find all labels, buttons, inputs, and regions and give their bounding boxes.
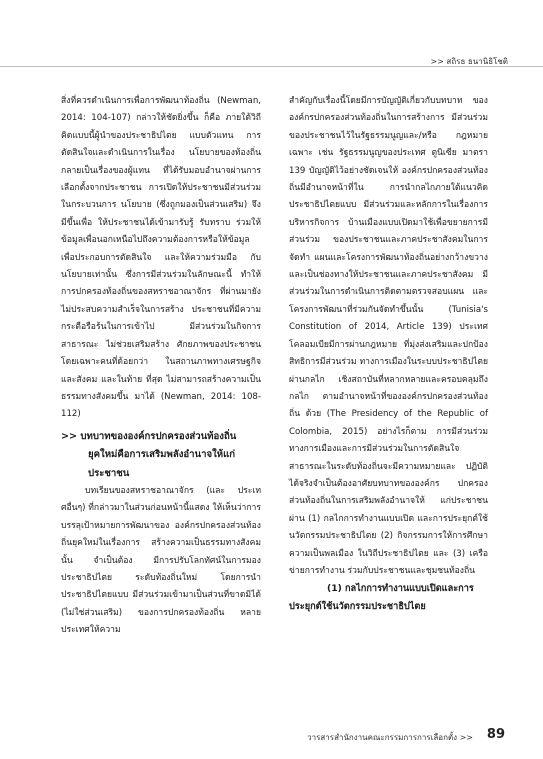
heading-line: ประชาชน — [88, 467, 130, 479]
text-line: ให้ประชาชนได้เข้ามารับรู้ รับทราบ ร่วมให้ — [98, 217, 261, 228]
text-line: ให้เห็นว่าการบรรลุเป้าหมายการพัฒนาของ — [61, 503, 261, 531]
paragraph-3 — [289, 93, 488, 580]
text-line: สำคัญกับเรื่องนี้โดยมีการบัญญัติเกี่ยวกับบทบาท — [289, 96, 463, 106]
text-line: ของการปกครองท้องถิ่น หลายประเทศให้ความ — [61, 607, 261, 636]
text-line: ทางการเมืองและการมีส่วนร่วมในการตัดสินใจ — [289, 444, 460, 455]
text-line: ทางการเมืองในระบบประชาธิปไตยผ่านกลไก — [289, 357, 488, 385]
text-line: ในวิถีประชาธิปไตย และ (3) เครือข่ายการทำงาน — [289, 548, 488, 576]
left-column — [61, 93, 261, 640]
text-line: มาได้ (Newman, 2014: 108-112) — [61, 391, 261, 420]
text-line: ประชาชนที่มีความกระตือรือร้นในการเข้าไป — [61, 304, 261, 333]
text-line: ด้วย (The Presidency of the Republic of — [305, 409, 489, 420]
subheading-line: ประยุกต์ใช้นวัตกรรมประชาธิปไตย — [289, 600, 426, 612]
text-line: ก็คือ ภายใต้วิถีคิดแบบนี้ผู้นำของประชาธิปไตย — [61, 113, 261, 141]
running-head: >> สถิรธ ธนานิธิโชติ — [430, 57, 508, 66]
text-line: ที่ผ่านมายังไม่ประสบความสำเร็จในการสร้าง — [61, 287, 261, 315]
text-line: แบบตัวแทน การตัดสินใจและดำเนินการในเรื่อง — [61, 130, 261, 159]
text-line: ที่มุ่งส่งเสริมและปกป้องสิทธิการมีส่วนร่วม — [289, 339, 488, 368]
text-line: เชิงสถาบันที่หลากหลายและครอบคลุมถึงกลไก — [289, 374, 488, 402]
text-line: ศักยภาพของประชาชนโดยเฉพาะคนที่ด้อยกว่า — [61, 339, 262, 368]
text-line: บ้านเมืองแบบเปิดมาใช้เพื่อขยายการมีส่วนร่วม — [289, 217, 488, 246]
text-line: การนำกลไกภายใต้แนวคิดประชาธิปไตยแบบ — [289, 183, 488, 211]
text-line: แผนและโครงการพัฒนาท้องถิ่นอย่างกว้างขวาง — [314, 252, 488, 263]
text-line: (Newman, 2014: 104-107) กล่าวให้ชัดยิ่งขึ้น — [61, 96, 261, 124]
text-line: ขององค์กรปกครองส่วนท้องถิ่นในการสร้างการ — [289, 96, 488, 124]
section-heading — [61, 428, 261, 483]
text-line: มีส่วนร่วมในการดำเนินการติดตามตรวจสอบแผน — [289, 270, 488, 298]
text-line: และเป็นช่องทางให้ประชาชนและภาคประชาสังคม — [289, 270, 474, 281]
text-line: องค์กรปกครองส่วนท้องถิ่นมีอำนาจหน้าที่ใน — [289, 165, 488, 194]
subheading-line: (1) กลไกการทำงานแบบเปิดและการ — [327, 583, 474, 595]
text-line: ร่วมกับประชาชนและชุมชนท้องถิ่น — [347, 565, 476, 576]
journal-name: วารสารสำนักงานคณะกรรมการการเลือกตั้ง >> — [307, 733, 473, 742]
text-line: สาธารณะในระดับท้องถิ่นจะมีความหมายและ — [289, 461, 456, 472]
text-line: มีการปรับโลกทัศน์ในการมองประชาธิปไตย — [61, 555, 261, 583]
text-line: ตามอำนาจหน้าที่ขององค์กรปกครองส่วนท้องถิ่น — [289, 391, 488, 420]
text-line: การเปิดให้ประชาชนมีส่วนร่วมในกระบวนการ — [61, 183, 261, 211]
text-line: นโยบาย (ซึ่งถูกมองเป็นส่วนเสริม) จึงมีขึ้นเพื่อ — [61, 200, 261, 228]
text-line: บทเรียนของสหราชอาณาจักร (และ — [85, 485, 226, 496]
heading-line: >> บทบาทขององค์กรปกครองส่วนท้องถิ่น — [61, 430, 237, 442]
text-line: ในสถานภาพทางเศรษฐกิจและสังคม และในท้าย — [61, 357, 261, 385]
text-line: ทำให้การปกครองท้องถิ่นของสหราชอาณาจักร — [61, 270, 261, 298]
right-column — [289, 93, 488, 615]
text-line: (Tunisia's Constitution of 2014, Article — [289, 304, 488, 333]
text-line: 139) ประเทศโคลอมเบียมีการผ่านกฎหมาย — [289, 322, 489, 350]
text-line: และการประยุกต์ใช้นวัตกรรมประชาธิปไตย — [289, 513, 488, 542]
text-line: ของประชาชนและภาคประชาสังคมในการจัดทำ — [289, 235, 488, 263]
heading-line: ยุคใหม่คือการเสริมพลังอำนาจให้แก่ — [88, 449, 236, 461]
text-line: มีส่วนร่วมในกิจการสาธารณะ ไม่ช่วยเสริมสร้าง — [61, 322, 261, 350]
text-line: มีส่วนร่วมของประชาชนไว้ในรัฐธรรมนูญและ/หรือ — [289, 113, 488, 141]
text-line: ที่สุด ไม่สามารถสร้างความเป็นธรรมทางสังคมขึ้น — [61, 374, 261, 402]
paragraph-1 — [61, 93, 261, 424]
text-line: ข้อมูลเพื่อนอกเหนือไปถึงความต้องการหรือให้ข้อมูล — [61, 235, 250, 246]
text-line: ปกครองส่วนท้องถิ่นในการเสริมพลังอำนาจให้ — [289, 478, 488, 507]
text-line: เพื่อประกอบการตัดสินใจ และให้ความร่วมมือ — [61, 252, 238, 263]
paragraph-2 — [61, 483, 261, 640]
text-line: กับนโยบายเท่านั้น ซึ่งการมีส่วนร่วมในลักษณะนี้ — [61, 252, 261, 281]
text-line: ตูนิเซีย มาตรา 139 บัญญัติไว้อย่างชัดเจนให้ — [289, 148, 488, 176]
text-line: กฎหมายเฉพาะ เช่น รัฐธรรมนูญของประเทศ — [289, 130, 488, 159]
text-line: แก่ประชาชน ผ่าน (1) กลไกการทำงานแบบเปิด — [289, 496, 488, 524]
text-line: องค์กรปกครองส่วนท้องถิ่นยุคใหม่ในเรื่องการ — [61, 520, 261, 549]
subsection-heading — [289, 580, 488, 615]
text-line: มีส่วนร่วมเข้ามาเป็นส่วนที่ขาดมิได้ (ไม่ใช่ส่วนเสริม) — [61, 590, 261, 618]
text-line: ระดับท้องถิ่นใหม่ โดยการนำประชาธิปไตยแบบ — [61, 572, 262, 601]
text-line: สิ่งที่ควรดำเนินการเพื่อการพัฒนาท้องถิ่น — [61, 96, 210, 106]
text-line: มีส่วนร่วมและหลักการในเรื่องการบริหารกิจการ — [289, 200, 488, 228]
text-line: Colombia, 2015) อย่างไรก็ตาม การมีส่วนร่วม — [289, 426, 488, 437]
text-line: และโครงการพัฒนาที่ร่วมกันจัดทำขึ้นนั้น — [289, 287, 488, 315]
text-line: ประเทศอื่นๆ) ที่กล่าวมาในส่วนก่อนหน้านี้แสดง — [61, 485, 261, 514]
text-line: นโยบายของท้องถิ่นกลายเป็นเรื่องของผู้แทน — [61, 148, 261, 176]
page-number: 89 — [486, 727, 505, 742]
text-line: ที่ได้รับมอบอำนาจผ่านการเลือกตั้งจากประชาชน — [61, 165, 261, 194]
text-line: (2) กิจกรรมการให้การศึกษาความเป็นพลเมือง — [289, 531, 488, 559]
text-line: สร้างความเป็นธรรมทางสังคมนั้น จำเป็นต้อง — [61, 538, 261, 566]
text-line: ปฏิบัติได้จริงจำเป็นต้องอาศัยบทบาทขององค์กร — [289, 461, 488, 489]
